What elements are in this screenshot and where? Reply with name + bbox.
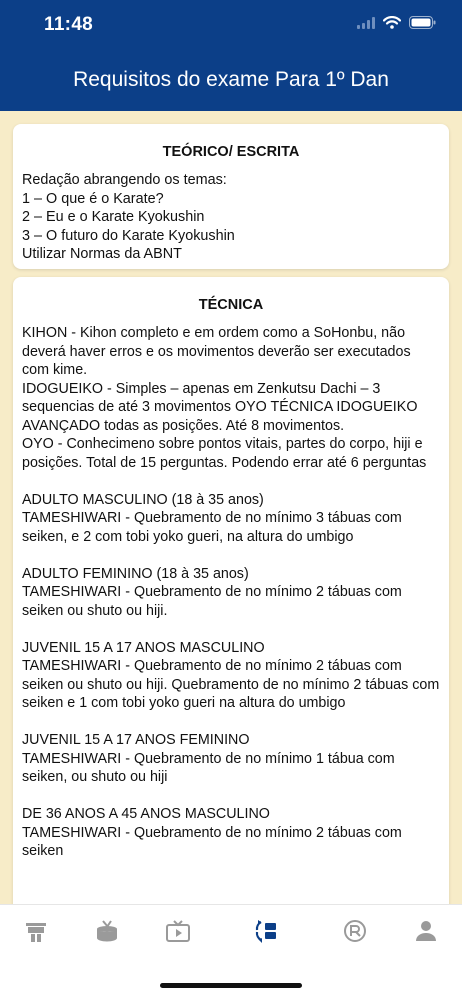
app-header <box>0 0 462 111</box>
theory-card-body <box>13 171 449 264</box>
status-bar <box>0 0 462 50</box>
person-icon <box>413 918 439 949</box>
theory-line: Redação abrangendo os temas: <box>22 172 227 188</box>
tab-profile[interactable] <box>412 919 440 947</box>
dojo-icon <box>23 918 49 949</box>
tab-dojo[interactable] <box>22 919 50 947</box>
badge-icon <box>342 918 368 949</box>
signal-icon <box>357 16 375 34</box>
page-title: Requisitos do exame Para 1º Dan <box>73 68 389 91</box>
wifi-icon <box>383 16 401 34</box>
tab-badge[interactable] <box>341 919 369 947</box>
content-scroll[interactable] <box>0 111 462 904</box>
theory-line: 1 – O que é o Karate? <box>22 190 164 207</box>
drum-icon <box>94 918 120 949</box>
theory-card <box>13 124 449 269</box>
tv-play-icon <box>165 918 191 949</box>
theory-line: 2 – Eu e o Karate Kyokushin <box>22 209 205 225</box>
tab-videos[interactable] <box>164 919 192 947</box>
theory-line: Utilizar Normas da ABNT <box>22 246 182 262</box>
technique-card <box>13 277 449 904</box>
tab-drum[interactable] <box>93 919 121 947</box>
battery-icon <box>409 16 436 34</box>
theory-line: 3 – O futuro do Karate Kyokushin <box>22 227 235 244</box>
tab-exam-requirements[interactable] <box>252 919 280 947</box>
theory-card-title: TEÓRICO/ ESCRITA <box>162 144 300 160</box>
status-time: 11:48 <box>44 14 94 35</box>
technique-card-title: TÉCNICA <box>198 297 264 313</box>
technique-card-body: KIHON - Kihon completo e em ordem como a SoHonbu, não deverá haver erros e os movimentos deverão ser executados com kime. IDOGUEIKO - Simples – apenas em Zenkutsu Dachi – 3 sequencias de até 3 movimentos OYO TÉCNICA IDOGUEIKO AVANÇADO todas as posições. Até 8 movimentos. OYO - Conhecimeno sobre pontos vitais, partes do corpo, hiji e posições. Total de 15 perguntas. Podendo errar até 6 perguntas ADULTO MASCULINO (18 à 35 anos) TAMESHIWARI - Quebramento de no mínimo 3 tábuas com seiken, e 2 com tobi yoko gueri, na altura do umbigo ADULTO FEMININO (18 à 35 anos) TAMESHIWARI - Quebramento de no mínimo 2 tábuas com seiken ou shuto ou hiji. JUVENIL 15 A 17 ANOS MASCULINO TAMESHIWARI - Quebramento de no mínimo 2 tábuas com seiken ou shuto ou hiji. Quebramento de no mínimo 2 tábuas com seiken e 1 com tobi yoko gueri na altura do umbigo JUVENIL 15 A 17 ANOS FEMININO TAMESHIWARI - Quebramento de no mínimo 1 tábua com seiken, ou shuto ou hiji DE 36 ANOS A 45 ANOS MASCULINO TAMESHIWARI - Quebramento de no mínimo 2 tábuas com seiken <box>22 325 440 859</box>
switch-list-icon <box>253 918 279 949</box>
status-icons <box>357 16 436 34</box>
home-indicator <box>160 983 302 988</box>
